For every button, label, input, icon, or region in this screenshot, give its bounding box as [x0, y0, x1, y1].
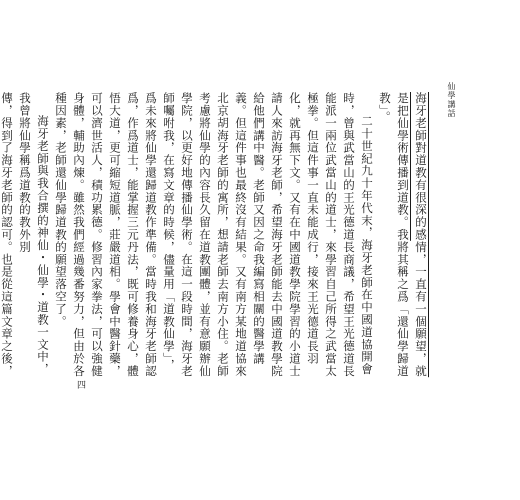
underlined-phrase: 海牙老師對道教有很深的感情，一直有一個願望，就是把仙學術傳播到道教。我	[396, 92, 428, 378]
paragraph-2: 二十世紀九十年代末，海牙老師在中國道協開會時，曾與武當山的王光德道長商議，希望王光德道長能派一兩位武當山的道士，來學習自己所得之武當太極拳。但這件事一直未能成行，接來王光德道長羽化，就再無下文。又有在中國道教學院學習的小道士請人來訪海牙老師，希望海牙老師能去中國道教學院給他們講中醫。老師又因之命我編寫相關的醫學講義。但這件事也最終沒有結果。又有南方某地道協來北京胡海牙老師的寓所，想請老師去南方小住。老師考慮將仙學的內容長久留在道教團體，並有意願辦仙學院，以更好地傳播仙學術。在這一段時間，海牙老師囑咐我，在寫文章的時候，儘量用「道教仙學」，爲未來將仙學還歸道教作準備。當時我和海牙老師認爲，作爲道士，能掌握三元丹法，既可修養身心，體悟大道，更可縮短道脈，莊嚴道相。學會中醫針藥，可以濟世活人，積功累德。修習內家拳法，可以強健身體，輔助內煉。雖然我們經過幾番努力，但由於各種因素，老師還仙學歸道教的願望落空了。	[54, 92, 374, 378]
main-text	[0, 92, 430, 382]
running-header: 仙學講話	[447, 82, 456, 118]
paragraph-3: 海牙老師與我合撰的神仙・仙學・道教一文中，我曾將仙學稱爲道教的教外別	[18, 92, 50, 376]
page-number: 四	[75, 380, 85, 389]
paragraph-1	[376, 92, 430, 382]
paragraph-4: 傳，得到了海牙老師的認可。也是從這篇文章之後，	[0, 92, 14, 378]
paragraph-1-tail: 將其稱之爲「還仙學歸道教」。	[378, 92, 410, 378]
